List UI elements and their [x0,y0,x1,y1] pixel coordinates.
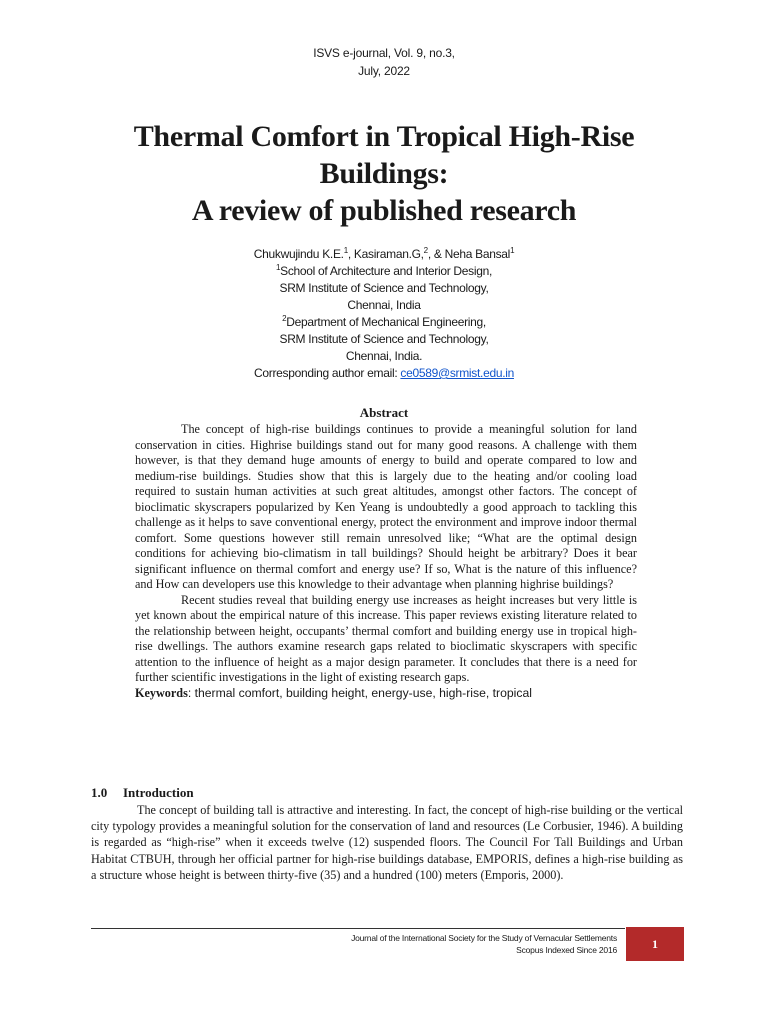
abstract-heading: Abstract [359,405,409,420]
affiliation-mark: 1 [275,263,281,272]
title-line-3: A review of published research [191,194,577,227]
author-list [0,246,768,263]
introduction-body [91,802,683,883]
affiliation-2-city: Chennai, India. [345,349,423,363]
author-name: , Kasiraman.G, [347,247,424,261]
affiliation-2: $^2$Department of Mechanical Engineering, [282,314,486,329]
abstract-paragraph-2: Recent studies reveal that building energy use increases as height increases but very little is yet known about the empirical nature of this increase. This paper reviews existing literature related to the relationship between height, occupants’ thermal comfort and building energy use in tropical high-rise dwellings. The authors examine research gaps related to bioclimatic skyscrapers with specific attention to the influence of height as a major design parameter. It concludes that there is a need for further scientific investigations in the light of existing research gaps. [135,592,637,684]
section-number: 1.0 [91,785,108,800]
affiliation-1-city: Chennai, India [347,298,421,312]
affiliation-1: $^1$School of Architecture and Interior Design, [275,263,493,278]
paper-title [40,118,728,229]
abstract-paragraph-1: The concept of high-rise buildings continues to provide a meaningful solution for land conservation in cities. Highrise buildings stand out for many good reasons. A challenge with them however, is that they demand huge amounts of energy to build and operate compared to low and medium-rise buildings. Studies show that this is largely due to the heating and/or cooling load required to sustain human activities at such great altitudes, amongst other factors. The concept of bioclimatic skyscrapers popularized by Ken Yeang is undoubtedly a good approach to tackling this challenge as it helps to save conventional energy, protect the environment and improve indoor thermal comfort. Some questions however still remain unresolved like; “What are the optimal design conditions for achieving bio-climatism in tall buildings? Should height be arbitrary? Does it bear significant influence on thermal comfort and energy use? If so, What is the nature of this influence? and How can developers use this knowledge to their advantage when planning highrise buildings? [135,422,637,591]
author-name: Chukwujindu K.E. [253,247,344,261]
page-number: 1 [626,927,684,961]
journal-header [0,44,768,80]
journal-volume: ISVS e-journal, Vol. 9, no.3, [313,46,455,60]
keywords-label: Keywords [135,685,188,700]
affiliation-mark: 2 [282,314,287,323]
journal-date: July, 2022 [358,64,410,78]
footer-journal [250,932,617,956]
keywords-line [135,686,637,702]
author-name: , & Neha Bansal [427,247,511,261]
title-line-1: Thermal Comfort in Tropical High-Rise [133,120,635,153]
introduction-paragraph-1: The concept of building tall is attractive and interesting. In fact, the concept of high-rise building or the vertical city typology provides a meaningful solution for the conservation of land and resources (Le Corbusier, 1946). A building is regarded as “high-rise” when it exceeds twelve (12) suspended floors. The Council For Tall Buildings and Urban Habitat CTBUH, through her official partner for high-rise buildings database, EMPORIS, defines a high-rise building as a structure whose height is between thirty-five (35) and a hundred (100) meters (Emporis, 2000). [91,803,683,882]
keywords-text: : thermal comfort, building height, energy-use, high-rise, tropical [187,685,532,700]
abstract-body [135,422,637,701]
affiliation-1-institute: SRM Institute of Science and Technology, [279,281,489,295]
affiliation-mark: 2 [423,246,428,255]
section-title: Introduction [123,785,194,800]
affiliation-2-institute: SRM Institute of Science and Technology, [279,332,489,346]
footer-indexing: Scopus Indexed Since 2016 [516,945,617,955]
affiliation-mark: 1 [343,246,348,255]
section-heading [91,785,194,801]
email-link[interactable]: ce0589@srmist.edu.in [400,366,514,380]
affiliation-mark: 1 [510,246,515,255]
author-block [0,246,768,382]
email-label: Corresponding author email: [254,366,401,380]
title-line-2: Buildings: [319,157,449,190]
footer-journal-name: Journal of the International Society for the Study of Vernacular Settlements [351,933,617,943]
footer-divider [91,928,625,929]
corresponding-author [0,365,768,382]
